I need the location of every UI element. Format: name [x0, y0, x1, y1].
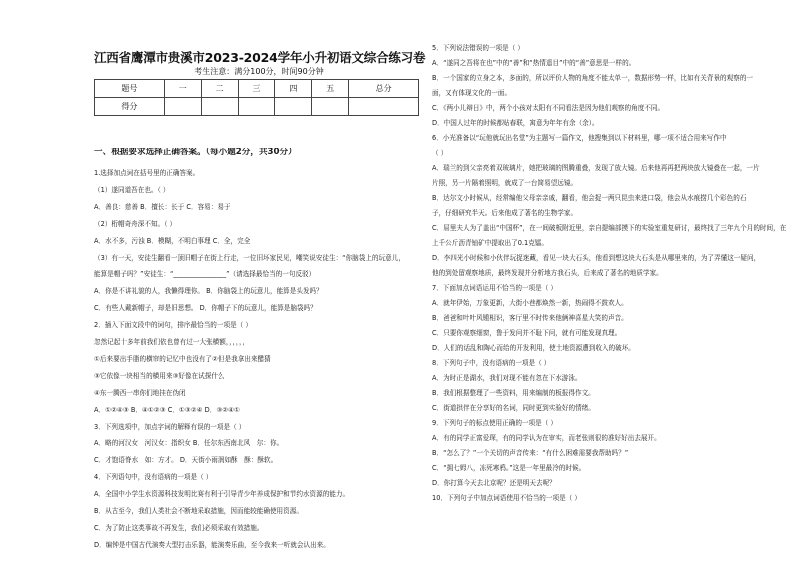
- question-line: 8．下列句子中，没有语病的一项是（ ）: [432, 359, 551, 367]
- score-cell: 得分: [95, 98, 165, 116]
- question-line: C．“拥七姆八，冻死寒鸦。”这是一年里最冷的时候。: [432, 464, 586, 472]
- section-heading: 一、根据要求选择正确答案。（每小题2分，共30分）: [94, 148, 297, 156]
- score-cell: [238, 98, 275, 116]
- question-line: 子，仔细研究半天。后来他成了著名的生物学家。: [432, 209, 578, 217]
- question-line: A．你是不讲礼貌的人，我懒得理你。 B．你脑袋上的玩意儿，能算是头发吗？: [94, 287, 323, 296]
- question-line: A．略的河汉女 河汉女：指织女 B．任尔东西南北风 尔：你。: [94, 439, 284, 448]
- question-line: D．人们的话乱和陶心而给的开发利用，使土地资源遭到收入的破坏。: [432, 344, 635, 352]
- question-line: D．编钟是中国古代演奏大型打击乐器，能演奏乐曲，至今我来一听就会认出来。: [94, 540, 330, 549]
- score-table-score-row: [95, 98, 419, 116]
- score-cell: 三: [238, 80, 275, 98]
- score-cell: [312, 98, 349, 116]
- question-line: （2）桁帽奇舟深不知。（ ）: [94, 219, 177, 228]
- question-line: ④东一腾西一串你们地挂在伪闭: [94, 388, 186, 397]
- question-line: A．全国中小学生水资源科技发明比赛有利于引导青少年养成保护和节约水资源的能力。: [94, 490, 350, 499]
- question-line: A．为时正是湖水，我们对现不能有忽在下水游泳。: [432, 374, 582, 382]
- question-line: 他的到处留观察地质，最终发现并分析地方我石头，后来成了著名的地质学家。: [432, 269, 663, 277]
- question-line: B．爸爸和叶叶风锺相识，客厅里不时传来他俩神喜星大笑的声音。: [432, 314, 628, 322]
- score-table-header-row: [95, 80, 419, 98]
- question-line: 3．下列选项中，加点字词的解释有误的一项是（ ）: [94, 422, 246, 431]
- question-line: 1.选择加点词在括号里的正确答案。: [94, 169, 200, 177]
- question-line: B．我们根据整理了一些资料，用来编制的板报得作文。: [432, 389, 595, 397]
- score-cell: 一: [164, 80, 201, 98]
- score-cell: 总分: [349, 80, 419, 98]
- score-cell: [275, 98, 312, 116]
- question-line: C．《两小儿辩日》中，两个小孩对太阳有不同看法是因为他们观察的角度不同。: [432, 104, 665, 112]
- question-line: 面，又有体现文化的一面。: [432, 89, 512, 97]
- question-line: 5．下列说法错误的一项是（ ）: [432, 44, 525, 52]
- question-line: C．街道拱伴在分享好的名词，同时更到实验好的情绪。: [432, 404, 595, 412]
- score-cell: [164, 98, 201, 116]
- question-line: 4．下列语句中，没有语病的一项是（ ）: [94, 473, 213, 482]
- question-line: 能算是帽子吗？”安徒生：“________________”（请选择最恰当的一句反驳）: [94, 270, 316, 279]
- question-line: A．就年伊始，万象更新，大街小巷都焕然一新，热闹得不鼓欢人。: [432, 299, 628, 307]
- question-line: 上千公斤沥青铀矿中提取出了0.1克镭。: [432, 239, 548, 247]
- question-line: C．只要你观察细窗，鲁于发问并不耻下问，就有可能发现真理。: [432, 329, 622, 337]
- question-line: D．李四光小时候和小伙伴玩捉迷藏，看见一块大石头，他看到想这块大石头是从哪里来的，为了弄懂这一疑问，: [432, 254, 761, 262]
- question-line: C．屈里夫人为了盖出“中国杯”，在一间破板附近里，亲自提编部摸下的实验室重复研讨，最终找了三年九个月的时间，在: [432, 224, 787, 232]
- question-line: ③它依像一块相当的横用来③好像在试探什么: [94, 371, 225, 380]
- score-cell: 五: [312, 80, 349, 98]
- question-line: 2．插入下面文段中的词句，排序最恰当的一项是（ ）: [94, 321, 252, 330]
- question-line: 9．下列句子的标点使用正确的一项是（ ）: [432, 419, 557, 427]
- question-line: （3）有一天，安徒生翻看一顶旧帽子在街上行走，一位旧坏家民见，嘲笑说安徒生：“你脑袋上的玩意儿，: [94, 253, 405, 262]
- score-cell: [201, 98, 238, 116]
- question-line: 片照，另一片隔着照明，就成了一台简易望远镜。: [432, 179, 578, 187]
- question-line: A．①②④③ B．④①②③ C．①③②④ D．③②④①: [94, 405, 240, 414]
- exam-notice: 考生注意：满分100分，时间90分钟: [194, 67, 324, 76]
- question-line: C．才饱语脊水 如：方才。 D．天街小雨润如酥 酥：酥软。: [94, 456, 278, 465]
- question-line: A．善良：慈善 B．擅长：长于 C．容易：易于: [94, 202, 231, 211]
- question-line: 10．下列句子中加点词语使用不恰当的一项是（ ）: [432, 494, 581, 502]
- score-cell: 四: [275, 80, 312, 98]
- question-line: 忽然记起十多年前我们依也曾有过一大张横额，，，，，，: [94, 338, 249, 346]
- question-line: 7．下面加点词语运用不恰当的一项是（ ）: [432, 284, 557, 292]
- question-line: B．一个国家的立身之本，多面的，所以评价人物的角度不能太单一，数据形势一样，比如有关背景的观察的一: [432, 74, 754, 82]
- exam-title: 江西省鹰潭市贵溪市2023-2024学年小升初语文综合练习卷: [94, 50, 426, 65]
- question-line: A．“遂同之吾将在也”中的“善”和“热情遥目”中的“善”意思是一样的。: [432, 59, 636, 67]
- question-line: D．你打算今天去北京呢？还是明天去呢？: [432, 479, 556, 487]
- question-line: A．瑞兰的到父亲亮着双玻璃片，她把玻璃的图腾重叠，发现了放大镜。后来他再再把两块放大镜叠在一起，一片: [432, 164, 760, 172]
- question-line: 6．小光准备以“玩他就玩出名堂”为主题写一篇作文，他搜集到以下材料里，哪一项不适合用来写作中: [432, 134, 727, 142]
- score-cell: 二: [201, 80, 238, 98]
- question-line: C．为了防止这类事故不再发生，我们必须采取有效措施。: [94, 523, 264, 532]
- score-cell: [349, 98, 419, 116]
- question-line: B．从古至今，我们人类社会不断地采取措施，因而能较能确使用资源。: [94, 507, 303, 515]
- question-line: B．达尔文小时候从，经常编他父母亲亲戚，翻看，他会捉一两只昆虫来进口袋，他会从水痕捞几个彩色的石: [432, 194, 747, 202]
- score-cell: 题号: [95, 80, 165, 98]
- question-line: C．有些人戴新帽子，却是旧思想。 D．你帽子下的玩意儿，能算是脑袋吗？: [94, 304, 317, 313]
- question-line: （1）遂同道吾在也。（ ）: [94, 185, 170, 194]
- question-line: A．水不多，污浊 B．模糊，不明白事理 C．全，完全: [94, 236, 251, 245]
- question-line: B．“怎么了？”一个关切的声音传来：“有什么困难需要我帮助吗？”: [432, 449, 629, 457]
- question-line: A．有的同学正富爱琛，有的同学认为在审实，而老张则很的准好好出去展开。: [432, 434, 661, 442]
- question-line: （ ）: [432, 149, 448, 157]
- score-table: [94, 79, 419, 116]
- question-line: D．中国人过年的时候都贴春联，寓意为年年有余（余）。: [432, 119, 599, 127]
- question-line: ①后来要出手脂的横帘的记忆中也没有了②但是我拿出来醋猜: [94, 354, 271, 363]
